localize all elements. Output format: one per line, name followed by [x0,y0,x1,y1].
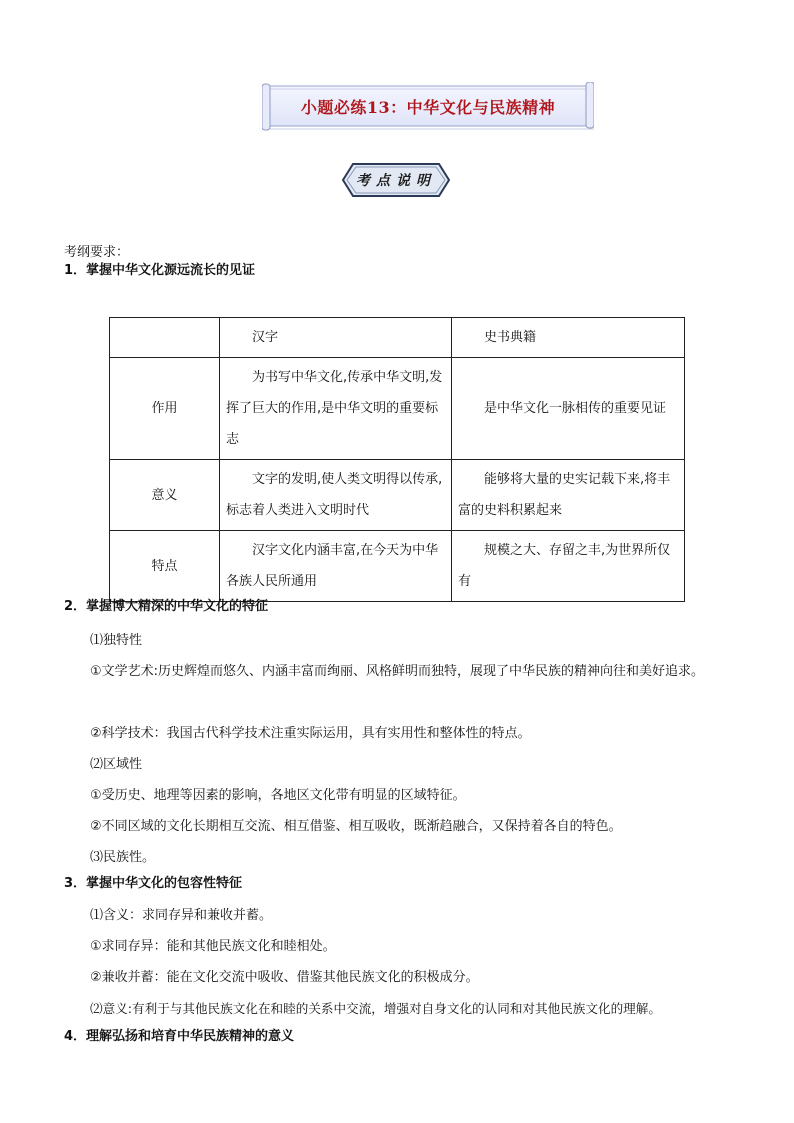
table-header-cell: 史书典籍 [452,318,685,358]
paragraph: ①受历史、地理等因素的影响，各地区文化带有明显的区域特征。 [90,788,466,803]
table-header-cell [110,318,220,358]
badge-label: 考点说明 [356,173,436,189]
table-row [110,531,685,602]
subheading: ⑶民族性。 [90,850,156,865]
row-label: 作用 [110,358,220,460]
subheading: ⑴独特性 [90,633,143,648]
page-title: 小题必练13：中华文化与民族精神 [300,98,556,117]
table-row [110,460,685,531]
comparison-table [109,317,685,602]
paragraph: ②科学技术：我国古代科学技术注重实际运用，具有实用性和整体性的特点。 [90,726,531,741]
table-header-row [110,318,685,358]
table-header-cell: 汉字 [220,318,452,358]
table-cell: 文字的发明,使人类文明得以传承,标志着人类进入文明时代 [220,460,452,531]
table-row [110,358,685,460]
row-label: 意义 [110,460,220,531]
table-cell: 汉字文化内涵丰富,在今天为中华各族人民所通用 [220,531,452,602]
paragraph: ②兼收并蓄：能在文化交流中吸收、借鉴其他民族文化的积极成分。 [90,970,479,985]
section2-heading: 2．掌握博大精深的中华文化的特征 [64,599,269,614]
paragraph: ①文学艺术:历史辉煌而悠久、内涵丰富而绚丽、风格鲜明而独特，展现了中华民族的精神向往和美好追求。 [90,664,705,679]
paragraph: ②不同区域的文化长期相互交流、相互借鉴、相互吸收，既渐趋融合，又保持着各自的特色。 [90,819,622,834]
section4-heading: 4．理解弘扬和培育中华民族精神的意义 [64,1029,295,1044]
table-cell: 能够将大量的史实记载下来,将丰富的史料积累起来 [452,460,685,531]
section3-heading: 3．掌握中华文化的包容性特征 [64,876,243,891]
table-cell: 规模之大、存留之丰,为世界所仅有 [452,531,685,602]
subheading: ⑵区域性 [90,757,143,772]
title-banner [262,82,594,132]
table-cell: 为书写中华文化,传承中华文明,发挥了巨大的作用,是中华文明的重要标志 [220,358,452,460]
section-badge [341,162,451,198]
paragraph: ⑴含义：求同存异和兼收并蓄。 [90,908,273,923]
paragraph: ①求同存异：能和其他民族文化和睦相处。 [90,939,336,954]
row-label: 特点 [110,531,220,602]
section1-heading: 1．掌握中华文化源远流长的见证 [64,263,256,278]
paragraph: ⑵意义:有利于与其他民族文化在和睦的关系中交流，增强对自身文化的认同和对其他民族文化的理解。 [90,1001,661,1016]
syllabus-label: 考纲要求： [64,245,130,260]
table-cell: 是中华文化一脉相传的重要见证 [452,358,685,460]
